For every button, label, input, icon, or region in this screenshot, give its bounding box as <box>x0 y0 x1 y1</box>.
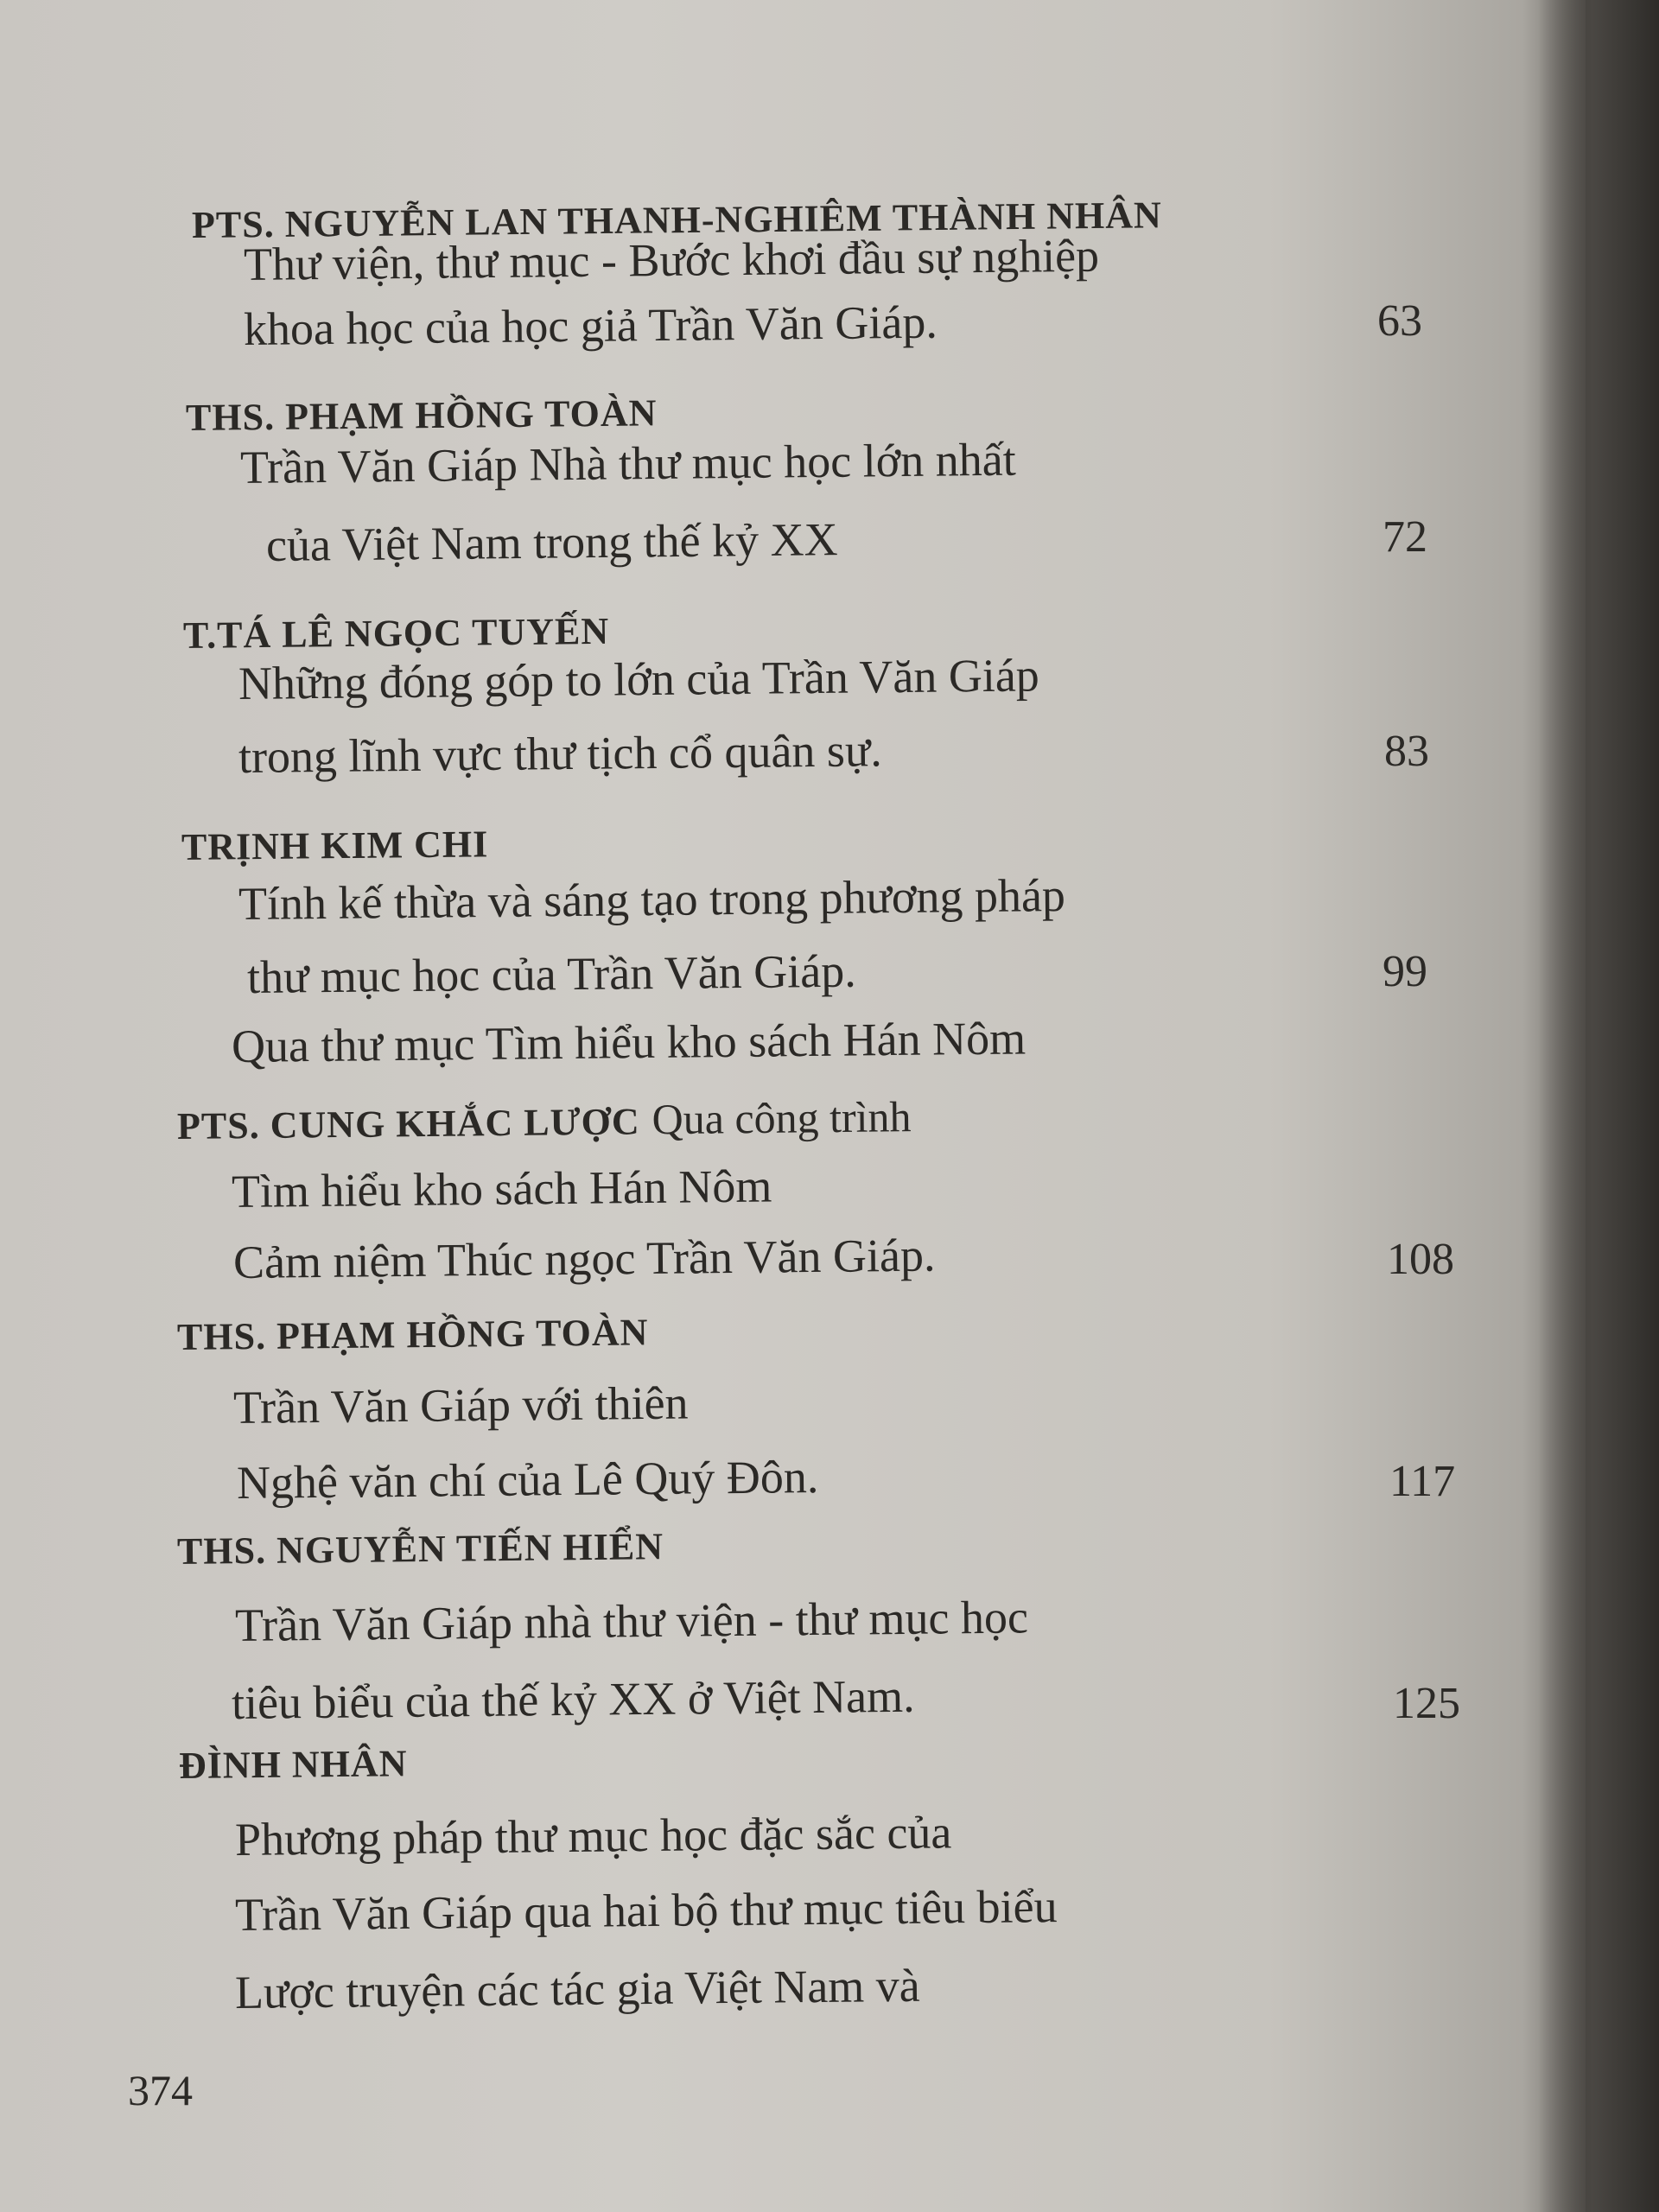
toc-author <box>177 1091 912 1149</box>
toc-title-line: thư mục học của Trần Văn Giáp. <box>246 944 856 1003</box>
toc-page-number: 72 <box>1382 512 1427 562</box>
toc-author: T.TÁ LÊ NGỌC TUYẾN <box>182 609 610 657</box>
toc-page-number: 117 <box>1389 1457 1456 1506</box>
toc-title-line: trong lĩnh vực thư tịch cổ quân sự. <box>238 724 882 783</box>
toc-title-line: Những đóng góp to lớn của Trần Văn Giáp <box>238 649 1040 709</box>
toc-title-line: Tính kế thừa và sáng tạo trong phương pháp <box>238 868 1066 930</box>
toc-page-number: 63 <box>1377 296 1422 346</box>
page-number: 374 <box>128 2066 193 2114</box>
toc-page-number: 99 <box>1382 947 1427 996</box>
toc-title-line: Trần Văn Giáp qua hai bộ thư mục tiêu biểu <box>234 1880 1058 1941</box>
toc-title-line: Thư viện, thư mục - Bước khơi đầu sự nghiệp <box>243 229 1100 290</box>
toc-title-line: của Việt Nam trong thế kỷ XX <box>265 513 838 571</box>
toc-page-number: 125 <box>1393 1679 1460 1728</box>
toc-title-line: Qua thư mục Tìm hiểu kho sách Hán Nôm <box>231 1012 1027 1072</box>
toc-author: THS. NGUYỄN TIẾN HIỂN <box>176 1525 664 1573</box>
book-gutter <box>1538 0 1659 2212</box>
toc-title-line: Lược truyện các tác gia Việt Nam và <box>234 1959 921 2018</box>
toc-author: ĐÌNH NHÂN <box>178 1742 408 1787</box>
toc-title-line: khoa học của học giả Trần Văn Giáp. <box>243 296 938 355</box>
toc-title-line: Cảm niệm Thúc ngọc Trần Văn Giáp. <box>232 1229 936 1288</box>
toc-title-line: Trần Văn Giáp nhà thư viện - thư mục học <box>234 1591 1029 1651</box>
toc-title-line: Tìm hiểu kho sách Hán Nôm <box>231 1160 772 1217</box>
toc-title-line: Phương pháp thư mục học đặc sắc của <box>234 1806 952 1866</box>
toc-title-line: Trần Văn Giáp Nhà thư mục học lớn nhất <box>239 433 1016 493</box>
toc-author: PTS. NGUYỄN LAN THANH-NGHIÊM THÀNH NHÂN <box>191 194 1163 246</box>
toc-title-line: Trần Văn Giáp với thiên <box>232 1376 689 1433</box>
toc-title-line: tiêu biểu của thế kỷ XX ở Việt Nam. <box>231 1669 915 1729</box>
toc-page-number: 108 <box>1387 1235 1454 1284</box>
toc-author: THS. PHẠM HỒNG TOÀN <box>176 1311 649 1358</box>
toc-author-name: PTS. CUNG KHẮC LƯỢC <box>176 1100 640 1147</box>
toc-title-line: Nghệ văn chí của Lê Quý Đôn. <box>236 1450 819 1509</box>
toc-author-tail: Qua công trình <box>652 1092 912 1144</box>
toc-author: THS. PHẠM HỒNG TOÀN <box>185 391 658 439</box>
toc-page-number: 83 <box>1384 727 1429 776</box>
toc-author: TRỊNH KIM CHI <box>181 823 489 868</box>
